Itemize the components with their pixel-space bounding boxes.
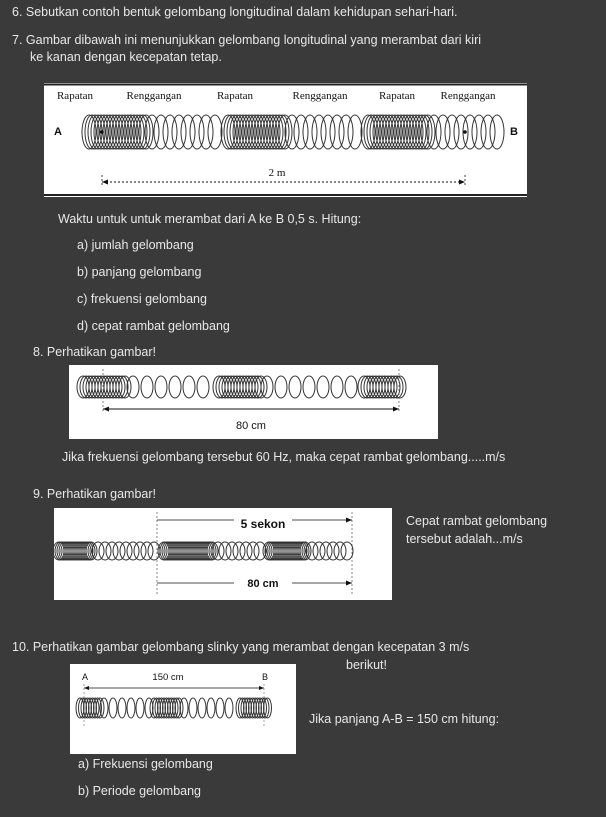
slinky-coil (481, 115, 495, 149)
point-b-label: B (262, 672, 269, 682)
question-7-prompt: Waktu untuk untuk merambat dari A ke B 0,5 s. Hitung: (58, 212, 362, 226)
slinky-coils (54, 542, 353, 560)
point-a-marker (100, 130, 104, 134)
slinky-coil (334, 542, 346, 560)
slinky-coil (303, 376, 315, 398)
slinky-coil (199, 115, 213, 149)
slinky-coil (303, 115, 317, 149)
slinky-coil (247, 542, 259, 560)
question-10-line2: berikut! (346, 658, 387, 672)
label-rapatan-3: Rapatan (378, 90, 416, 102)
slinky-coil (226, 542, 238, 560)
question-10-item-a: a) Frekuensi gelombang (78, 757, 213, 771)
label-renggangan-3: Renggangan (440, 90, 496, 102)
slinky-coil (127, 698, 135, 718)
slinky-coil (317, 376, 329, 398)
question-7-item-b: b) panjang gelombang (77, 265, 202, 279)
slinky-coil (134, 542, 146, 560)
slinky-coil (155, 376, 167, 398)
slinky-figure-q9 (54, 508, 392, 600)
slinky-coil (321, 115, 335, 149)
slinky-coil (180, 698, 188, 718)
slinky-coil (189, 698, 197, 718)
slinky-coil (490, 115, 504, 149)
slinky-figure-q10 (70, 664, 296, 754)
slinky-coil (198, 698, 206, 718)
slinky-coil (339, 115, 353, 149)
slinky-coil (99, 542, 111, 560)
label-renggangan-2: Renggangan (292, 90, 348, 102)
distance-label: 2 m (268, 167, 286, 179)
slinky-coil (233, 542, 245, 560)
slinky-coil (313, 542, 325, 560)
question-7-item-a: a) jumlah gelombang (77, 238, 194, 252)
slinky-coil (141, 542, 153, 560)
distance-label: 150 cm (152, 672, 184, 683)
slinky-coil (327, 542, 339, 560)
point-b-label: B (510, 126, 518, 138)
slinky-coil (92, 542, 104, 560)
slinky-figure-q8 (69, 365, 438, 439)
question-9-title: 9. Perhatikan gambar! (33, 487, 156, 501)
question-10-side-text: Jika panjang A-B = 150 cm hitung: (309, 712, 500, 726)
slinky-coil (169, 376, 181, 398)
question-7-item-d: d) cepat rambat gelombang (77, 319, 230, 333)
question-9-side-line1: Cepat rambat gelombang (406, 514, 548, 528)
slinky-coil (240, 542, 252, 560)
question-10-item-b: b) Periode gelombang (78, 784, 201, 798)
slinky-coil (345, 376, 357, 398)
slinky-coil (294, 115, 308, 149)
slinky-coil (181, 115, 195, 149)
slinky-coil (445, 115, 459, 149)
question-7-item-c: c) frekuensi gelombang (77, 292, 207, 306)
slinky-coil (216, 698, 224, 718)
question-8-title: 8. Perhatikan gambar! (33, 345, 156, 359)
slinky-coil (163, 115, 177, 149)
slinky-coil (306, 542, 318, 560)
label-renggangan-1: Renggangan (126, 90, 182, 102)
time-label: 5 sekon (240, 517, 286, 531)
slinky-coil (109, 698, 117, 718)
slinky-coil (289, 376, 301, 398)
question-7-line1: 7. Gambar dibawah ini menunjukkan gelombang longitudinal yang merambat dari kiri (12, 33, 482, 47)
slinky-coil (208, 115, 222, 149)
slinky-coil (472, 115, 486, 149)
point-b-marker (463, 130, 467, 134)
slinky-coil (106, 542, 118, 560)
slinky-coil (341, 542, 353, 560)
distance-label: 80 cm (247, 578, 279, 590)
question-9-side-line2: tersebut adalah...m/s (406, 532, 523, 546)
point-a-label: A (82, 672, 89, 682)
slinky-coil (120, 542, 132, 560)
question-10-line1: 10. Perhatikan gambar gelombang slinky yang merambat dengan kecepatan 3 m/s (12, 640, 470, 654)
question-7-line2: ke kanan dengan kecepatan tetap. (30, 50, 222, 64)
slinky-coil (312, 115, 326, 149)
label-rapatan-1: Rapatan (56, 90, 94, 102)
slinky-coils (76, 698, 272, 718)
slinky-coil (145, 698, 153, 718)
slinky-coil (207, 698, 215, 718)
slinky-coil (127, 376, 139, 398)
slinky-coil (275, 376, 287, 398)
question-8-prompt: Jika frekuensi gelombang tersebut 60 Hz, maka cepat rambat gelombang.....m/s (62, 450, 506, 464)
slinky-figure-q7 (44, 83, 527, 197)
question-6-text: 6. Sebutkan contoh bentuk gelombang longitudinal dalam kehidupan sehari-hari. (12, 5, 458, 19)
slinky-coil (330, 115, 344, 149)
slinky-coil (225, 698, 233, 718)
slinky-coil (172, 115, 186, 149)
slinky-coil (436, 115, 450, 149)
distance-label: 80 cm (236, 420, 266, 432)
slinky-coil (154, 115, 168, 149)
slinky-coils (77, 376, 406, 398)
slinky-coil (141, 376, 153, 398)
slinky-coil (113, 542, 125, 560)
slinky-coil (320, 542, 332, 560)
slinky-coil (331, 376, 343, 398)
slinky-coil (190, 115, 204, 149)
slinky-coil (348, 115, 362, 149)
slinky-coil (136, 698, 144, 718)
slinky-coil (118, 698, 126, 718)
label-rapatan-2: Rapatan (216, 90, 254, 102)
point-a-label: A (54, 126, 62, 138)
slinky-coils (82, 115, 504, 149)
slinky-coil (219, 542, 231, 560)
slinky-coil (197, 376, 209, 398)
slinky-coil (127, 542, 139, 560)
slinky-coil (183, 376, 195, 398)
